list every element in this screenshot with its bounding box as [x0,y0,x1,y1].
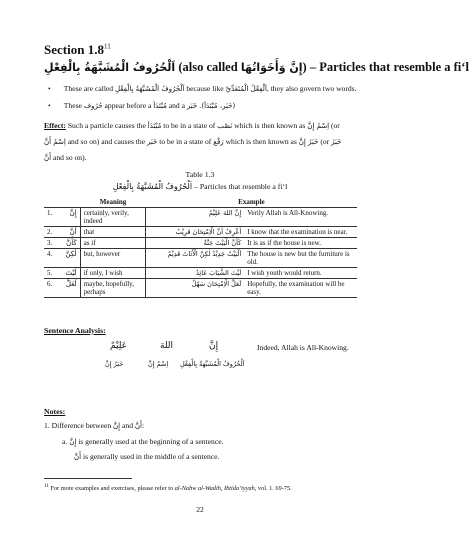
row-example-arabic: كَأَنَّ الْبَيْتَ جَنَّةٌ [146,238,244,249]
bullet-dot-icon: • [48,84,51,93]
bullet-text: appear before a [104,101,152,110]
section-heading [44,42,111,58]
effect-arabic: مُبْتَدَأ [147,122,162,130]
footnote [44,484,292,492]
table-header-meaning: Meaning [80,197,146,208]
note-text: is generally used in the middle of a sentence. [83,452,220,461]
row-meaning: if only, I wish [80,268,146,279]
row-example-arabic: لَعَلَّ الْاِمْتِحَانَ سَهْلٌ [146,279,244,298]
bullet-text: because like [186,84,224,93]
note-subitem [74,452,219,461]
table-subcaption [0,182,400,191]
row-example-arabic: لَيْتَ الشَّبَابَ عَائِدٌ [146,268,244,279]
footnote-number: 11 [44,484,49,489]
effect-text: and so on). [53,153,87,162]
effect-text: which is then known as [234,121,306,130]
bullet-arabic: حُرُوف [83,102,103,110]
analysis-label: اَلْحُرُوفُ الْمُشَبَّهَةُ بِالْفِعْلِ [180,360,245,368]
effect-text: to be in a state of [163,121,216,130]
table-row [44,238,357,249]
effect-text: to be in a state of [159,137,212,146]
effect-arabic: اِسْمُ أَنَّ [44,138,66,146]
effect-text: which is then known as [225,137,297,146]
analysis-label: خَبَرُ إِنَّ [105,360,124,368]
effect-line [44,153,87,162]
bullet-text: and a [168,101,185,110]
note-text: 1. Difference between [44,421,112,430]
effect-label: Effect: [44,121,66,130]
row-example-english: Hopefully, the examination will be easy. [244,279,357,298]
table-caption: Table 1.3 [185,170,215,179]
bullet-text: , they also govern two words. [266,84,357,93]
row-meaning: maybe, hopefully, perhaps [80,279,146,298]
row-particle: لَعَلَّ [58,279,80,298]
footnote-title: al-Nahw al-Wadih, Ibtida’iyyah [174,485,255,493]
note-text: : [142,421,145,430]
table-row [44,227,357,238]
row-particle: لٰكِنَّ [58,249,80,268]
effect-line [44,121,340,130]
row-example-arabic: إِنَّ اللهَ عَلِيْمٌ [146,208,244,227]
note-text: and [122,421,133,430]
bullet-arabic: اَلْحُرُوفُ الْمُشَبَّهَةُ بِالْفِعْلِ [115,85,185,93]
note-item [44,421,144,430]
subheading-arabic-main: اَلْحُرُوفُ الْمُشَبَّهَةُ بِالْفِعْلِ [44,61,176,74]
footnote-text: , vol. 1. 69-75. [254,485,292,493]
row-example-english: I wish youth would return. [244,268,357,279]
row-meaning: that [80,227,146,238]
row-meaning: certainly, verily, indeed [80,208,146,227]
section-subheading [44,60,469,75]
effect-arabic: نَصْب [217,122,233,130]
row-number: 1. [44,208,58,227]
effect-arabic: خَبَرُ إِنَّ [298,138,319,146]
effect-text: (or [330,121,340,130]
note-arabic: إِنَّ [113,422,121,430]
bullet-arabic: (خَبَر، مُبْتَدَأ). [199,102,236,110]
table-subcaption-english: – Particles that resemble a fi‘l [194,182,288,191]
bullet-arabic: خَبَر [186,102,198,110]
row-meaning: but, however [80,249,146,268]
table-row [44,249,357,268]
row-number: 4. [44,249,58,268]
subheading-arabic-alt: إِنَّ وَأَخَوَاتُهَا [240,61,303,74]
row-number: 6. [44,279,58,298]
footnote-text: For more examples and exercises, please refer to [50,485,174,493]
analysis-word: إِنَّ [209,341,219,351]
effect-arabic: رَفْع [213,138,224,146]
table-header-blank [44,197,80,208]
page-number: 22 [196,505,204,514]
effect-arabic: اِسْمُ إِنَّ [307,122,330,130]
bullet-item [48,84,357,93]
row-example-english: Verily Allah is All-Knowing. [244,208,357,227]
section-heading-text: Section 1.8 [44,42,104,57]
table-header-example: Example [146,197,357,208]
row-particle: كَأَنَّ [58,238,80,249]
analysis-label: اِسْمُ إِنَّ [148,360,169,368]
row-particle: لَيْتَ [58,268,80,279]
subheading-english: ) – Particles that resemble a fi‘l [302,60,469,74]
effect-arabic: أَنَّ [44,154,52,162]
row-example-english: I know that the examination is near. [244,227,357,238]
analysis-word: اللهَ [160,341,174,351]
note-arabic: إِنَّ [69,438,77,446]
row-particle: إِنَّ [58,208,80,227]
table-row [44,268,357,279]
row-example-arabic: أَعْرِفُ أَنَّ الْاِمْتِحَانَ قَرِيْبٌ [146,227,244,238]
note-arabic: أَنَّ [134,422,142,430]
analysis-translation: Indeed, Allah is All-Knowing. [257,343,349,352]
particles-table [44,197,357,298]
analysis-word: عَلِيْمٌ [110,341,128,351]
bullet-item [48,101,235,110]
bullet-arabic: مُبْتَدَأ [153,102,167,110]
effect-text: and so on) and causes the [67,137,146,146]
row-particle: أَنَّ [58,227,80,238]
row-number: 2. [44,227,58,238]
effect-arabic: خَبَر [147,138,158,146]
note-subitem [62,437,223,446]
sentence-analysis-title: Sentence Analysis: [44,326,106,335]
subheading-also-called: (also called [178,60,238,74]
table-row [44,208,357,227]
row-meaning: as if [80,238,146,249]
footnote-marker: 11 [103,42,111,51]
notes-title: Notes: [44,407,66,416]
effect-line [44,137,341,146]
row-example-english: The house is new but the furniture is old. [244,249,357,268]
row-example-english: It is as if the house is new. [244,238,357,249]
row-number: 5. [44,268,58,279]
note-label: a. [62,437,68,446]
bullet-dot-icon: • [48,101,51,110]
note-text: is generally used at the beginning of a sentence. [78,437,224,446]
effect-arabic: خَبَرُ [331,138,342,146]
row-example-arabic: اَلْبَيْتُ جَدِيْدٌ لٰكِنَّ الْأَثَاثَ قَدِيْمٌ [146,249,244,268]
bullet-text: These [63,101,82,110]
footnote-divider [44,478,132,479]
effect-text: (or [320,137,330,146]
table-subcaption-arabic: اَلْحُرُوفُ الْمُشَبَّهَةُ بِالْفِعْلِ [112,182,193,191]
bullet-text: These are called [63,84,114,93]
bullet-arabic: اَلْفِعْلُ الْمُتَعَدِّيْ [225,85,267,93]
table-row [44,279,357,298]
note-arabic: أَنَّ [74,453,82,461]
effect-text: Such a particle causes the [67,121,146,130]
row-number: 3. [44,238,58,249]
